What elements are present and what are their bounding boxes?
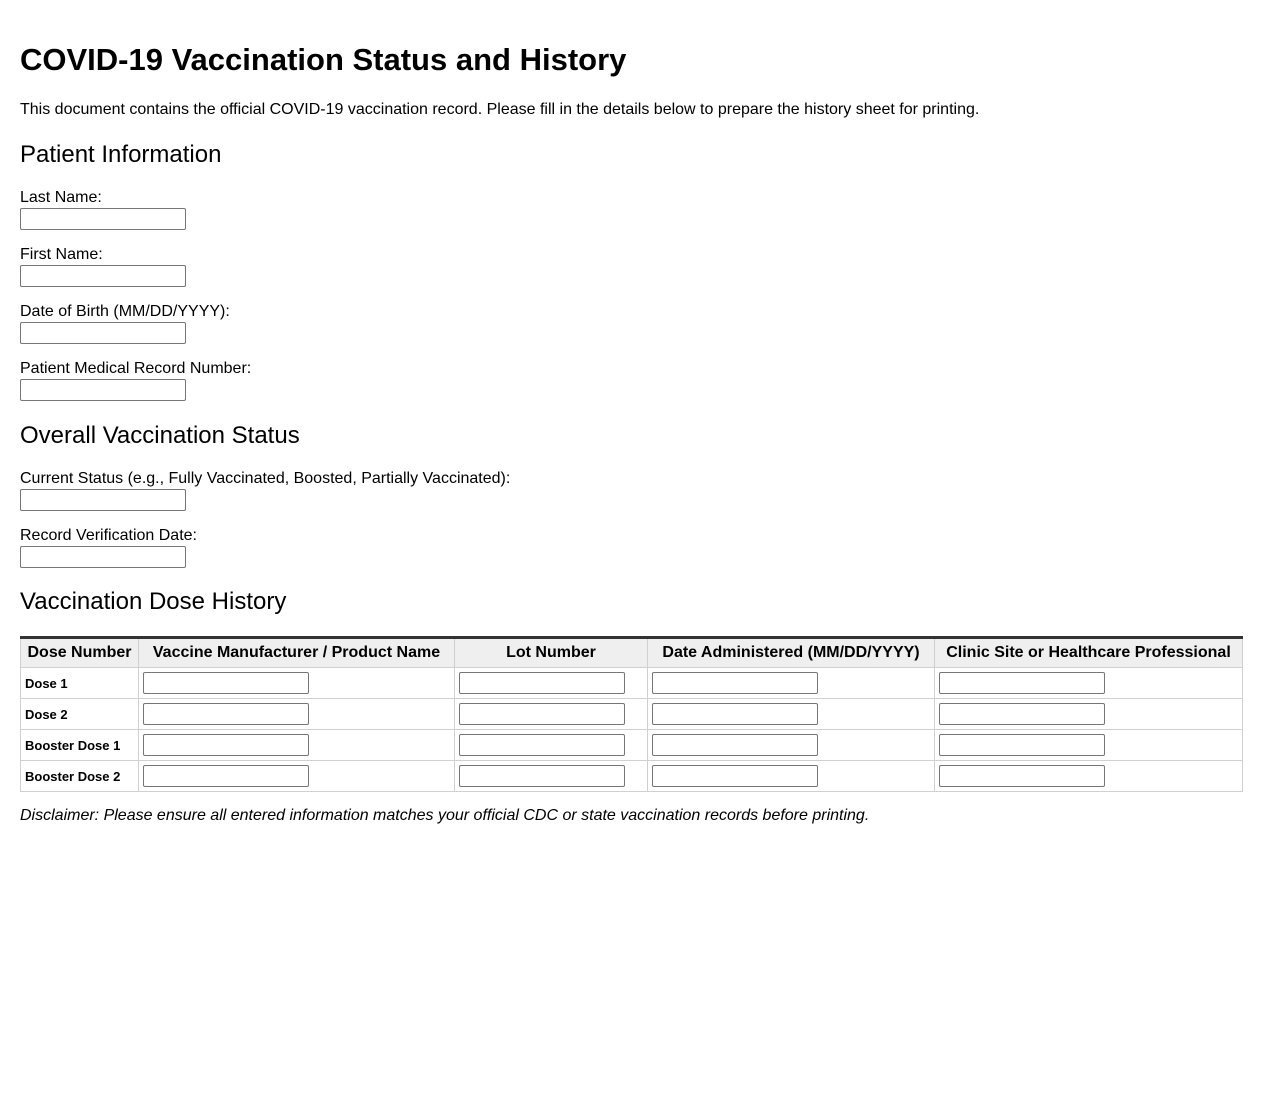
dob-label: Date of Birth (MM/DD/YYYY): [20,303,230,320]
medical-record-number-label: Patient Medical Record Number: [20,360,252,377]
table-header-row [21,638,1243,668]
dose-history-table [20,636,1243,792]
date-administered-input[interactable] [652,765,818,787]
column-header-lot-number: Lot Number [455,638,648,668]
patient-info-heading: Patient Information [20,141,222,168]
dose-label: Booster Dose 1 [21,730,139,761]
table-row [21,699,1243,730]
verification-date-label: Record Verification Date: [20,527,197,544]
current-status-label: Current Status (e.g., Fully Vaccinated, Boosted, Partially Vaccinated): [20,470,511,487]
column-header-dose-number: Dose Number [21,638,139,668]
first-name-label: First Name: [20,246,103,263]
intro-text: This document contains the official COVID-19 vaccination record. Please fill in the details below to prepare the history sheet for printing. [20,101,980,118]
current-status-input[interactable] [20,489,186,511]
column-header-manufacturer: Vaccine Manufacturer / Product Name [139,638,455,668]
first-name-input[interactable] [20,265,186,287]
last-name-label: Last Name: [20,189,102,206]
lot-number-input[interactable] [459,734,625,756]
date-administered-input[interactable] [652,703,818,725]
date-administered-input[interactable] [652,672,818,694]
clinic-site-input[interactable] [939,734,1105,756]
lot-number-input[interactable] [459,672,625,694]
table-row [21,730,1243,761]
manufacturer-input[interactable] [143,672,309,694]
lot-number-input[interactable] [459,703,625,725]
manufacturer-input[interactable] [143,703,309,725]
clinic-site-input[interactable] [939,672,1105,694]
date-administered-input[interactable] [652,734,818,756]
manufacturer-input[interactable] [143,734,309,756]
dob-input[interactable] [20,322,186,344]
column-header-clinic-site: Clinic Site or Healthcare Professional [935,638,1243,668]
table-row [21,668,1243,699]
medical-record-number-input[interactable] [20,379,186,401]
lot-number-input[interactable] [459,765,625,787]
last-name-input[interactable] [20,208,186,230]
disclaimer-text: Disclaimer: Please ensure all entered information matches your official CDC or state vaccination records before printing. [20,807,870,824]
dose-label: Dose 2 [21,699,139,730]
verification-date-input[interactable] [20,546,186,568]
manufacturer-input[interactable] [143,765,309,787]
dose-label: Booster Dose 2 [21,761,139,792]
page-title: COVID-19 Vaccination Status and History [20,42,627,77]
dose-history-heading: Vaccination Dose History [20,588,287,615]
clinic-site-input[interactable] [939,703,1105,725]
column-header-date-administered: Date Administered (MM/DD/YYYY) [648,638,935,668]
table-row [21,761,1243,792]
vaccination-status-heading: Overall Vaccination Status [20,422,300,449]
dose-label: Dose 1 [21,668,139,699]
clinic-site-input[interactable] [939,765,1105,787]
